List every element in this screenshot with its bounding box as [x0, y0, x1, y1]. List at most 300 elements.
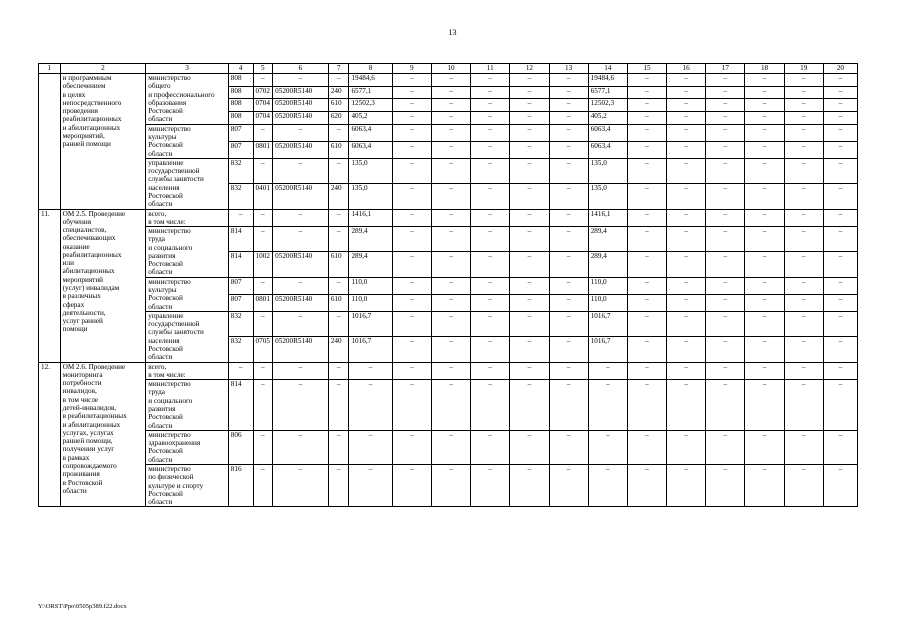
- table-cell: 110,0: [349, 294, 392, 311]
- table-cell: 0801: [253, 141, 273, 158]
- table-cell: –: [667, 74, 706, 87]
- table-cell: –: [471, 86, 510, 99]
- column-header: 14: [588, 64, 627, 74]
- table-cell: –: [510, 112, 549, 125]
- table-row: [39, 277, 858, 294]
- table-cell: 0801: [253, 294, 273, 311]
- executor-name: управление государственной службы занятости населения Ростовской области: [146, 158, 229, 209]
- table-cell: –: [706, 430, 745, 464]
- event-name: ОМ 2.6. Проведение мониторинга потребности инвалидов, в том числе детей-инвалидов, в реабилитационных и абилитационных услугах, услугах ранней помощи, получении услуг в рамках сопровождаемого проживания в Ростовской области: [60, 362, 146, 507]
- table-cell: –: [549, 227, 588, 252]
- table-cell: –: [273, 227, 329, 252]
- table-cell: 6063,4: [588, 124, 627, 141]
- table-cell: 620: [328, 112, 349, 125]
- table-cell: –: [549, 277, 588, 294]
- table-cell: 1016,7: [588, 311, 627, 336]
- table-cell: –: [273, 158, 329, 183]
- table-cell: 808: [228, 86, 253, 99]
- table-row: [39, 124, 858, 141]
- table-cell: –: [784, 112, 823, 125]
- table-cell: –: [471, 362, 510, 380]
- table-cell: –: [253, 74, 273, 87]
- table-cell: –: [784, 124, 823, 141]
- table-cell: –: [392, 252, 431, 277]
- table-cell: 19484,6: [588, 74, 627, 87]
- table-cell: 05200R5140: [273, 141, 329, 158]
- table-cell: 808: [228, 74, 253, 87]
- table-cell: –: [549, 430, 588, 464]
- table-cell: –: [510, 99, 549, 112]
- table-cell: –: [745, 380, 784, 431]
- table-cell: –: [510, 252, 549, 277]
- table-cell: 289,4: [588, 227, 627, 252]
- table-cell: –: [745, 209, 784, 227]
- table-cell: –: [431, 99, 470, 112]
- table-cell: 240: [328, 184, 349, 209]
- table-cell: –: [392, 112, 431, 125]
- table-cell: –: [745, 294, 784, 311]
- table-cell: –: [706, 99, 745, 112]
- event-name: и программным обеспечением в целях непосредственного проведения реабилитационных и абилитационных мероприятий, ранней помощи: [60, 74, 146, 210]
- table-cell: 610: [328, 294, 349, 311]
- table-cell: 610: [328, 252, 349, 277]
- column-header: 2: [60, 64, 146, 74]
- column-header: 20: [823, 64, 857, 74]
- table-cell: –: [706, 464, 745, 506]
- table-cell: –: [471, 380, 510, 431]
- table-cell: –: [627, 112, 666, 125]
- table-row: [39, 158, 858, 183]
- table-cell: –: [745, 86, 784, 99]
- table-cell: –: [328, 209, 349, 227]
- column-header: 19: [784, 64, 823, 74]
- table-cell: –: [745, 311, 784, 336]
- table-cell: –: [706, 380, 745, 431]
- table-cell: –: [549, 337, 588, 362]
- table-cell: 808: [228, 112, 253, 125]
- table-cell: –: [471, 311, 510, 336]
- table-cell: 1002: [253, 252, 273, 277]
- table-cell: –: [510, 86, 549, 99]
- table-cell: –: [471, 277, 510, 294]
- table-cell: –: [706, 252, 745, 277]
- table-cell: –: [510, 294, 549, 311]
- table-cell: –: [667, 337, 706, 362]
- table-cell: –: [431, 430, 470, 464]
- table-cell: –: [627, 158, 666, 183]
- table-cell: 135,0: [349, 158, 392, 183]
- table-cell: –: [549, 209, 588, 227]
- executor-name: всего, в том числе:: [146, 209, 229, 227]
- table-cell: –: [471, 184, 510, 209]
- table-cell: –: [706, 209, 745, 227]
- page-number: 13: [448, 28, 457, 37]
- table-cell: –: [667, 362, 706, 380]
- table-cell: –: [627, 124, 666, 141]
- table-cell: –: [549, 464, 588, 506]
- table-cell: –: [392, 380, 431, 431]
- table-cell: –: [328, 158, 349, 183]
- table-cell: –: [253, 430, 273, 464]
- column-header: 6: [273, 64, 329, 74]
- table-cell: 289,4: [349, 227, 392, 252]
- table-cell: –: [273, 380, 329, 431]
- table-cell: –: [823, 99, 857, 112]
- table-cell: –: [228, 209, 253, 227]
- table-cell: –: [745, 158, 784, 183]
- table-cell: –: [510, 74, 549, 87]
- table-cell: –: [784, 209, 823, 227]
- table-cell: –: [471, 141, 510, 158]
- table-cell: –: [588, 430, 627, 464]
- table-cell: –: [253, 311, 273, 336]
- table-cell: –: [431, 294, 470, 311]
- table-cell: –: [823, 209, 857, 227]
- table-cell: 0702: [253, 86, 273, 99]
- budget-table: [38, 63, 858, 507]
- column-header: 3: [146, 64, 229, 74]
- table-cell: 05200R5140: [273, 112, 329, 125]
- table-cell: –: [784, 277, 823, 294]
- table-row: [39, 380, 858, 431]
- table-cell: –: [823, 141, 857, 158]
- table-cell: –: [627, 294, 666, 311]
- table-cell: –: [510, 464, 549, 506]
- table-cell: 05200R5140: [273, 337, 329, 362]
- table-cell: 240: [328, 337, 349, 362]
- table-cell: –: [510, 227, 549, 252]
- table-cell: 289,4: [349, 252, 392, 277]
- table-cell: 6063,4: [588, 141, 627, 158]
- table-cell: –: [784, 74, 823, 87]
- table-cell: –: [510, 430, 549, 464]
- table-cell: –: [549, 252, 588, 277]
- table-cell: –: [471, 337, 510, 362]
- executor-name: министерство культуры Ростовской области: [146, 124, 229, 158]
- table-cell: 808: [228, 99, 253, 112]
- table-cell: 1016,7: [588, 337, 627, 362]
- table-cell: –: [706, 337, 745, 362]
- table-cell: –: [328, 277, 349, 294]
- table-cell: –: [431, 184, 470, 209]
- table-cell: –: [328, 362, 349, 380]
- table-cell: –: [667, 141, 706, 158]
- table-cell: –: [510, 124, 549, 141]
- table-cell: –: [745, 184, 784, 209]
- table-cell: –: [706, 158, 745, 183]
- table-cell: –: [627, 141, 666, 158]
- table-row: [39, 227, 858, 252]
- table-cell: –: [273, 277, 329, 294]
- table-cell: –: [667, 209, 706, 227]
- table-cell: –: [510, 158, 549, 183]
- table-cell: –: [349, 380, 392, 431]
- table-cell: –: [392, 294, 431, 311]
- table-cell: –: [273, 311, 329, 336]
- table-cell: –: [510, 141, 549, 158]
- table-cell: –: [392, 158, 431, 183]
- table-cell: –: [706, 86, 745, 99]
- table-cell: –: [745, 464, 784, 506]
- table-cell: –: [549, 124, 588, 141]
- table-cell: –: [784, 294, 823, 311]
- table-cell: –: [392, 362, 431, 380]
- executor-name: управление государственной службы занятости населения Ростовской области: [146, 311, 229, 362]
- table-cell: –: [328, 124, 349, 141]
- table-cell: –: [392, 184, 431, 209]
- table-cell: –: [328, 227, 349, 252]
- table-cell: –: [431, 252, 470, 277]
- table-cell: –: [510, 311, 549, 336]
- table-cell: –: [667, 158, 706, 183]
- column-header: 18: [745, 64, 784, 74]
- table-cell: 240: [328, 86, 349, 99]
- table-cell: 806: [228, 430, 253, 464]
- table-cell: –: [431, 311, 470, 336]
- table-cell: –: [627, 430, 666, 464]
- table-cell: 610: [328, 141, 349, 158]
- table-cell: –: [823, 158, 857, 183]
- file-path-footer: Y:\ORST\Ppo\0505p389.f22.docx: [38, 603, 127, 610]
- table-cell: –: [588, 464, 627, 506]
- table-cell: –: [745, 227, 784, 252]
- table-cell: 816: [228, 464, 253, 506]
- table-cell: –: [431, 86, 470, 99]
- table-cell: –: [784, 430, 823, 464]
- table-cell: –: [431, 362, 470, 380]
- table-cell: 135,0: [588, 184, 627, 209]
- table-cell: –: [431, 124, 470, 141]
- table-cell: –: [392, 227, 431, 252]
- table-cell: –: [745, 74, 784, 87]
- table-cell: –: [471, 227, 510, 252]
- table-cell: 814: [228, 227, 253, 252]
- table-cell: 12502,3: [349, 99, 392, 112]
- table-cell: –: [471, 294, 510, 311]
- table-cell: –: [667, 464, 706, 506]
- table-cell: –: [273, 464, 329, 506]
- table-cell: 832: [228, 184, 253, 209]
- table-cell: 0705: [253, 337, 273, 362]
- table-cell: –: [549, 86, 588, 99]
- table-row: [39, 311, 858, 336]
- table-cell: –: [627, 337, 666, 362]
- table-cell: –: [784, 337, 823, 362]
- table-cell: –: [510, 337, 549, 362]
- table-cell: –: [745, 362, 784, 380]
- table-cell: –: [471, 252, 510, 277]
- table-cell: 0704: [253, 99, 273, 112]
- table-cell: –: [253, 380, 273, 431]
- table-cell: –: [627, 252, 666, 277]
- table-cell: –: [784, 86, 823, 99]
- executor-name: министерство культуры Ростовской области: [146, 277, 229, 311]
- table-cell: 0704: [253, 112, 273, 125]
- table-cell: –: [549, 141, 588, 158]
- table-cell: 0401: [253, 184, 273, 209]
- table-cell: –: [745, 124, 784, 141]
- column-header: 11: [471, 64, 510, 74]
- table-cell: –: [823, 184, 857, 209]
- column-header: 7: [328, 64, 349, 74]
- table-cell: –: [784, 311, 823, 336]
- table-cell: –: [784, 362, 823, 380]
- table-cell: –: [273, 74, 329, 87]
- table-cell: –: [627, 362, 666, 380]
- table-cell: –: [667, 184, 706, 209]
- table-cell: –: [627, 184, 666, 209]
- table-cell: –: [706, 184, 745, 209]
- table-cell: 610: [328, 99, 349, 112]
- table-cell: –: [706, 141, 745, 158]
- table-cell: –: [392, 141, 431, 158]
- executor-name: министерство здравоохранения Ростовской области: [146, 430, 229, 464]
- table-cell: –: [588, 380, 627, 431]
- table-cell: –: [431, 209, 470, 227]
- table-cell: –: [471, 209, 510, 227]
- table-cell: –: [706, 362, 745, 380]
- table-cell: –: [349, 430, 392, 464]
- table-row: [39, 209, 858, 227]
- table-cell: –: [823, 112, 857, 125]
- table-cell: 807: [228, 141, 253, 158]
- column-header: 16: [667, 64, 706, 74]
- table-cell: –: [706, 227, 745, 252]
- table-cell: 807: [228, 277, 253, 294]
- table-cell: 19484,6: [349, 74, 392, 87]
- table-cell: –: [627, 311, 666, 336]
- table-cell: –: [784, 141, 823, 158]
- table-cell: 05200R5140: [273, 86, 329, 99]
- table-cell: –: [471, 74, 510, 87]
- table-cell: –: [745, 99, 784, 112]
- table-cell: –: [328, 430, 349, 464]
- table-cell: –: [784, 227, 823, 252]
- table-cell: –: [706, 124, 745, 141]
- table-cell: 05200R5140: [273, 184, 329, 209]
- table-row: [39, 74, 858, 87]
- table-cell: –: [823, 277, 857, 294]
- table-cell: –: [667, 380, 706, 431]
- column-header: 9: [392, 64, 431, 74]
- table-cell: –: [253, 464, 273, 506]
- table-cell: –: [510, 277, 549, 294]
- table-cell: –: [392, 74, 431, 87]
- row-number: 11.: [39, 209, 61, 362]
- table-cell: 6063,4: [349, 141, 392, 158]
- table-cell: 135,0: [588, 158, 627, 183]
- table-cell: –: [667, 311, 706, 336]
- table-row: [39, 464, 858, 506]
- table-cell: –: [431, 277, 470, 294]
- table-cell: –: [627, 209, 666, 227]
- table-cell: 1016,7: [349, 311, 392, 336]
- table-cell: 814: [228, 380, 253, 431]
- table-cell: 110,0: [588, 277, 627, 294]
- table-cell: –: [510, 362, 549, 380]
- table-cell: –: [588, 362, 627, 380]
- table-cell: –: [349, 362, 392, 380]
- table-cell: –: [431, 464, 470, 506]
- table-cell: 405,2: [349, 112, 392, 125]
- executor-name: министерство общего и профессионального образования Ростовской области: [146, 74, 229, 125]
- table-cell: –: [706, 311, 745, 336]
- table-cell: –: [431, 227, 470, 252]
- table-row: [39, 362, 858, 380]
- table-cell: –: [392, 311, 431, 336]
- table-cell: –: [627, 74, 666, 87]
- column-header: 13: [549, 64, 588, 74]
- column-header: 8: [349, 64, 392, 74]
- table-cell: –: [392, 209, 431, 227]
- table-cell: –: [667, 277, 706, 294]
- table-cell: 289,4: [588, 252, 627, 277]
- table-cell: 832: [228, 337, 253, 362]
- table-cell: –: [627, 277, 666, 294]
- table-cell: –: [823, 337, 857, 362]
- table-cell: 05200R5140: [273, 294, 329, 311]
- table-cell: –: [745, 141, 784, 158]
- table-cell: –: [784, 252, 823, 277]
- executor-name: министерство по физической культуре и спорту Ростовской области: [146, 464, 229, 506]
- column-header: 17: [706, 64, 745, 74]
- table-cell: –: [667, 124, 706, 141]
- table-cell: –: [745, 112, 784, 125]
- table-cell: –: [667, 252, 706, 277]
- table-cell: –: [667, 86, 706, 99]
- table-cell: –: [328, 464, 349, 506]
- table-cell: –: [471, 99, 510, 112]
- table-cell: –: [706, 74, 745, 87]
- table-cell: –: [471, 430, 510, 464]
- table-cell: –: [549, 294, 588, 311]
- table-cell: –: [392, 337, 431, 362]
- table-cell: 05200R5140: [273, 99, 329, 112]
- table-cell: 12502,3: [588, 99, 627, 112]
- table-cell: –: [706, 277, 745, 294]
- table-cell: –: [392, 86, 431, 99]
- executor-name: всего, в том числе:: [146, 362, 229, 380]
- table-cell: –: [328, 74, 349, 87]
- table-cell: –: [392, 430, 431, 464]
- table-cell: –: [471, 112, 510, 125]
- table-cell: –: [745, 430, 784, 464]
- table-cell: –: [431, 112, 470, 125]
- table-cell: –: [823, 430, 857, 464]
- table-cell: –: [431, 380, 470, 431]
- column-header: 15: [627, 64, 666, 74]
- table-cell: 832: [228, 311, 253, 336]
- table-cell: –: [823, 74, 857, 87]
- table-cell: –: [392, 99, 431, 112]
- table-cell: –: [328, 311, 349, 336]
- table-cell: –: [431, 141, 470, 158]
- table-cell: 6063,4: [349, 124, 392, 141]
- table-cell: –: [667, 99, 706, 112]
- table-cell: 1416,1: [349, 209, 392, 227]
- table-cell: –: [627, 227, 666, 252]
- table-cell: –: [823, 380, 857, 431]
- table-cell: –: [627, 86, 666, 99]
- table-cell: –: [228, 362, 253, 380]
- table-cell: 814: [228, 252, 253, 277]
- table-cell: –: [549, 74, 588, 87]
- table-cell: –: [431, 74, 470, 87]
- table-cell: –: [392, 464, 431, 506]
- table-cell: –: [745, 252, 784, 277]
- table-cell: –: [253, 362, 273, 380]
- table-cell: 1416,1: [588, 209, 627, 227]
